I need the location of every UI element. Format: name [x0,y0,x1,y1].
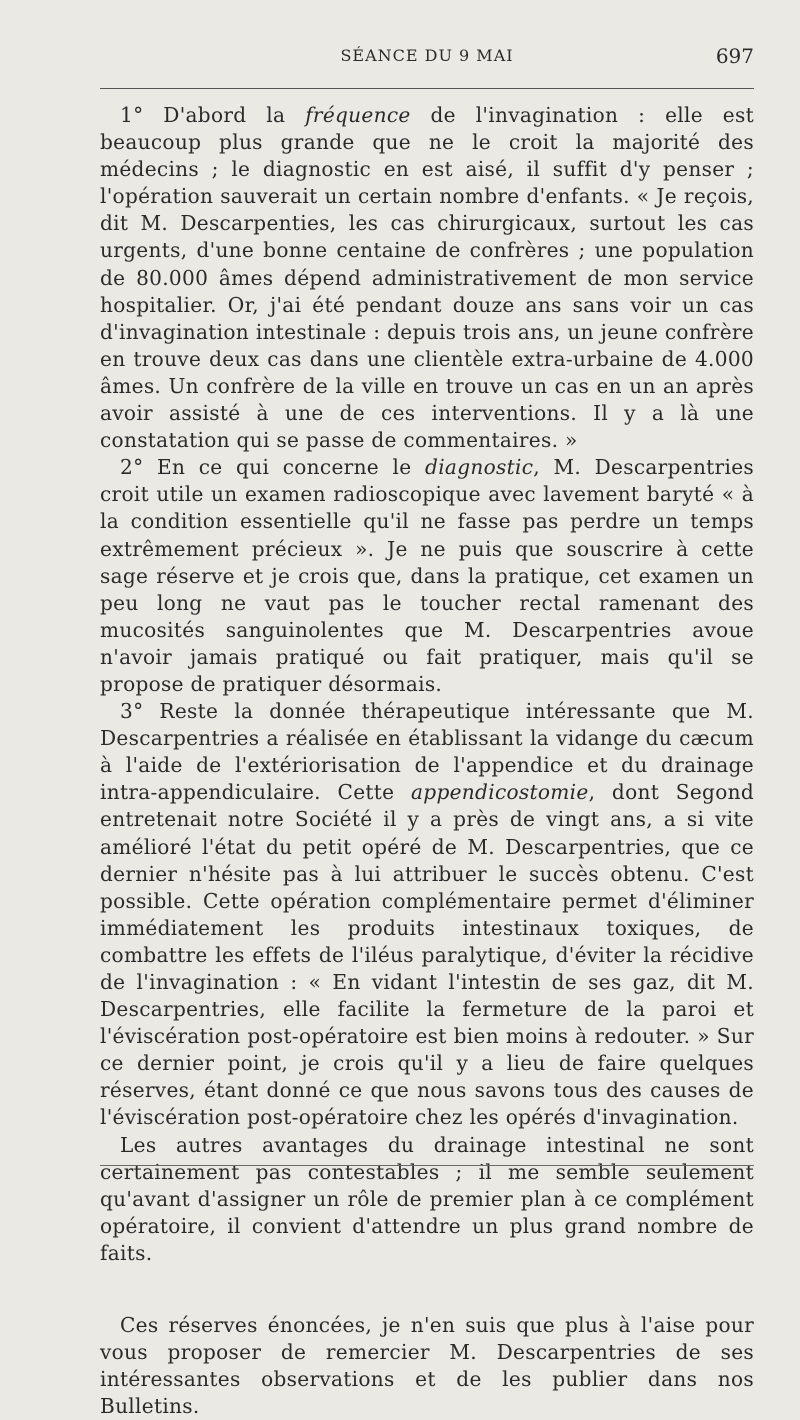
text-run: , dont Segond entretenait notre Société il y a près de vingt ans, a si vite amélioré l'état du petit opéré de M. Descarpentries, que ce dernier n'hésite pas à lui attribuer le succès obtenu. C'est possible. Cette opération complémentaire permet d'éliminer immédiatement les produits intestinaux toxiques, de combattre les effets de l'iléus paralytique, d'éviter la récidive de l'invagination : « En vidant l'intestin de ses gaz, dit M. Descarpentries, elle facilite la fermeture de la paroi et l'éviscération post-opératoire est bien moins à redouter. » Sur ce dernier point, je crois qu'il y a lieu de faire quelques réserves, étant donné ce que nous savons tous des causes de l'éviscération post-opératoire chez les opérés d'invagination. [100,780,754,1130]
paragraph-frequence [100,102,754,454]
emphasis: appendicostomie [411,780,589,805]
paragraph-conclusion: Ces réserves énoncées, je n'en suis que plus à l'aise pour vous proposer de remercier M. Descarpentries de ses intéressantes observations et de les publier dans nos Bulletins. [100,1313,754,1419]
paragraph-therapeutique [100,698,754,1132]
page-number: 697 [715,44,754,68]
text-run: 1° D'abord la [120,103,306,127]
running-title: SÉANCE DU 9 MAI [340,46,514,65]
emphasis: fréquence [305,103,411,127]
body-text [100,102,754,1420]
text-run: , M. Descarpentries croit utile un examen radioscopique avec lavement baryté « à la condition essentielle qu'il ne fasse pas perdre un temps extrêmement précieux ». Je ne puis que souscrire à cette sage réserve et je crois que, dans la pratique, cet examen un peu long ne vaut pas le toucher rectal ramenant des mucosités sanguinolentes que M. Descarpentries avoue n'avoir jamais pratiqué ou fait pratiquer, mais qu'il se propose de pratiquer désormais. [100,455,754,696]
paragraph-diagnostic [100,454,754,698]
page-header [100,44,754,74]
section-rule [100,1165,754,1166]
header-rule [100,88,754,89]
text-run: 2° En ce qui concerne le [120,455,426,480]
paragraph-avantages: Les autres avantages du drainage intestinal ne sont certainement pas contestables ; il me semble seulement qu'avant d'assigner un rôle de premier plan à ce complément opératoire, il convient d'attendre un plus grand nombre de faits. [100,1132,754,1265]
text-run: de l'invagination : elle est beaucoup plus grande que ne le croit la majorité des médecins ; le diagnostic en est aisé, il suffit d'y penser ; l'opération sauverait un certain nombre d'enfants. « Je reçois, dit M. Descarpenties, les cas chirurgicaux, surtout les cas urgents, d'une bonne centaine de confrères ; une population de 80.000 âmes dépend administrativement de mon service hospitalier. Or, j'ai été pendant douze ans sans voir un cas d'invagination intestinale : depuis trois ans, un jeune confrère en trouve deux cas dans une clientèle extra-urbaine de 4.000 âmes. Un confrère de la ville en trouve un cas en un an après avoir assisté à une de ces interventions. Il y a là une constatation qui se passe de commentaires. » [100,103,754,453]
emphasis: diagnostic [425,455,534,480]
text-run: 3° Reste la donnée thérapeutique intéressante que M. Descarpentries a réalisée en établissant la vidange du cæcum à l'aide de l'extériorisation de l'appendice et du drainage intra-appendiculaire. Cette [100,699,754,805]
